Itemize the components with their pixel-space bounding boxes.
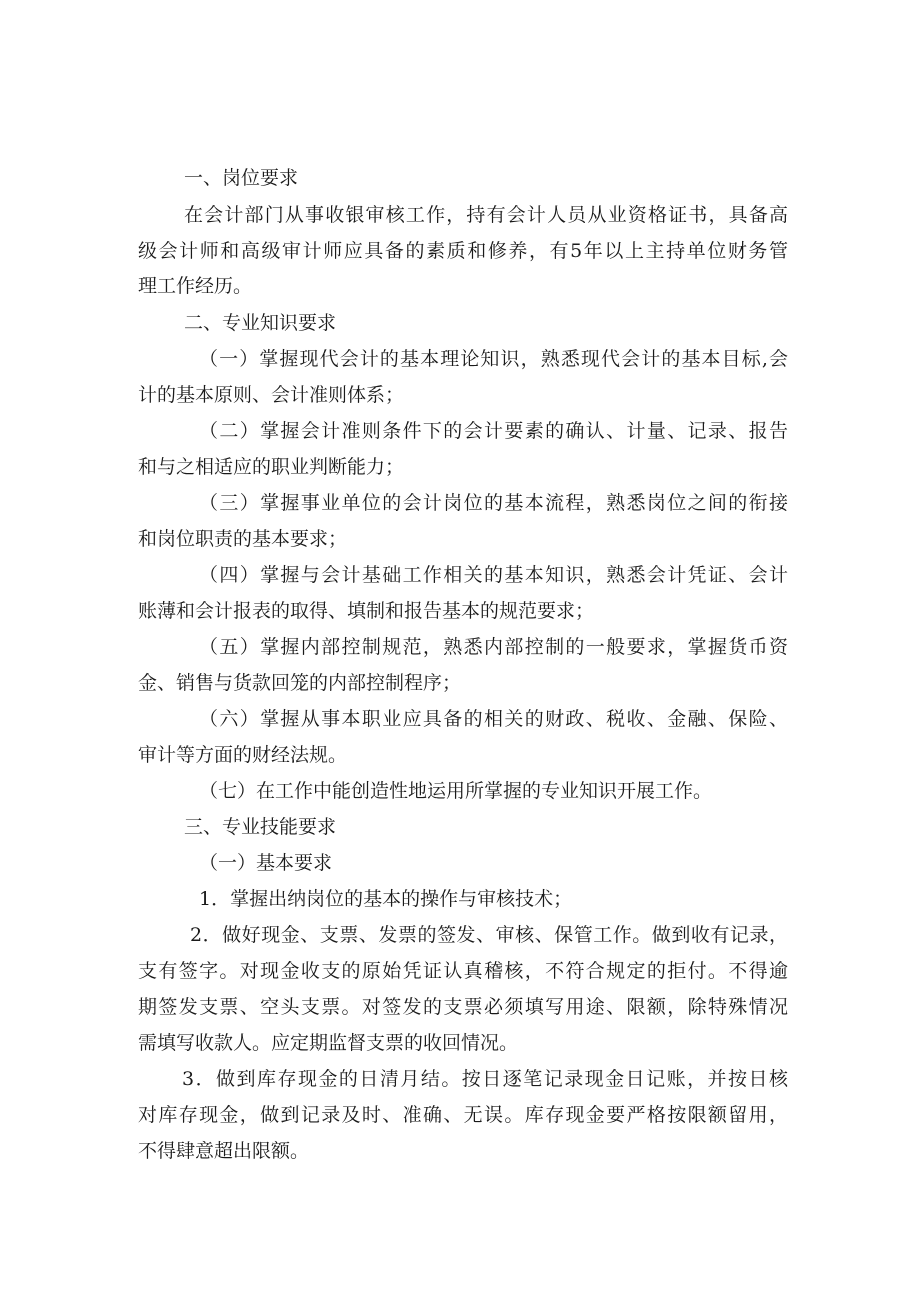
paragraph-line: （二）掌握会计准则条件下的会计要素的确认、计量、记录、报告: [199, 420, 788, 442]
section-heading-1: 一、岗位要求: [184, 167, 299, 189]
paragraph-line: 计的基本原则、会计准则体系；: [138, 384, 405, 406]
paragraph-line: 和岗位职责的基本要求；: [138, 528, 348, 550]
list-item: 3．做到库存现金的日清月结。按日逐笔记录现金日记账，并按日核: [182, 1068, 788, 1090]
paragraph-line: 级会计师和高级审计师应具备的素质和修养，有5年以上主持单位财务管: [138, 240, 788, 262]
paragraph-line: （七）在工作中能创造性地运用所掌握的专业知识开展工作。: [199, 780, 713, 802]
paragraph-line: 在会计部门从事收银审核工作，持有会计人员从业资格证书，具备高: [184, 204, 788, 226]
section-heading-2: 二、专业知识要求: [184, 312, 337, 334]
paragraph-line: （四）掌握与会计基础工作相关的基本知识，熟悉会计凭证、会计: [199, 564, 788, 586]
paragraph-line: 账薄和会计报表的取得、填制和报告基本的规范要求；: [138, 600, 595, 622]
paragraph-line: 对库存现金，做到记录及时、准确、无误。库存现金要严格按限额留用，: [138, 1104, 788, 1126]
paragraph-line: 金、销售与货款回笼的内部控制程序；: [138, 672, 462, 694]
subsection-heading: （一）基本要求: [199, 852, 333, 874]
paragraph-line: 支有签字。对现金收支的原始凭证认真稽核，不符合规定的拒付。不得逾: [138, 960, 788, 982]
paragraph-line: 不得肆意超出限额。: [138, 1140, 310, 1162]
section-heading-3: 三、专业技能要求: [184, 816, 337, 838]
paragraph-line: （一）掌握现代会计的基本理论知识，熟悉现代会计的基本目标,会: [199, 348, 788, 370]
paragraph-line: （三）掌握事业单位的会计岗位的基本流程，熟悉岗位之间的衔接: [199, 492, 788, 514]
paragraph-line: 和与之相适应的职业判断能力；: [138, 456, 405, 478]
paragraph-line: 审计等方面的财经法规。: [138, 744, 348, 766]
list-item: 2．做好现金、支票、发票的签发、审核、保管工作。做到收有记录，: [190, 924, 788, 946]
paragraph-line: 理工作经历。: [138, 275, 253, 297]
paragraph-line: （六）掌握从事本职业应具备的相关的财政、税收、金融、保险、: [199, 708, 788, 730]
paragraph-line: 期签发支票、空头支票。对签发的支票必须填写用途、限额，除特殊情况: [138, 996, 788, 1018]
paragraph-line: 需填写收款人。应定期监督支票的收回情况。: [138, 1032, 519, 1054]
list-item: 1．掌握出纳岗位的基本的操作与审核技术；: [199, 888, 573, 910]
paragraph-line: （五）掌握内部控制规范，熟悉内部控制的一般要求，掌握货币资: [199, 636, 788, 658]
